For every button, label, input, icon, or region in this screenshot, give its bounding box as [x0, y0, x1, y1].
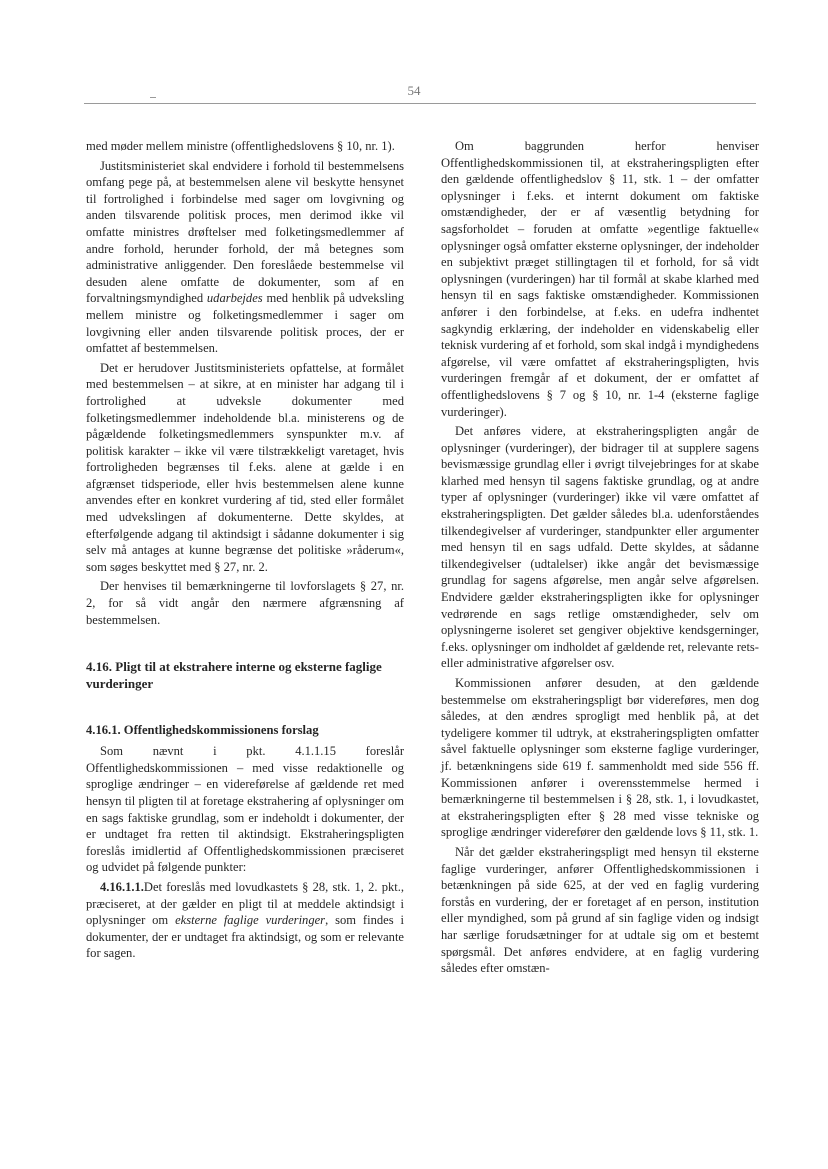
paragraph-further: Det anføres videre, at ekstraheringspligten angår de oplysninger (vurderinger), der bidrager til at supplere sagens bevismæssige grundlag eller i øvrigt tilvejebringes for at skabe klarhed med hensyn til sagens faktiske grundlag, og at andre typer af oplysninger (vurderinger) ikke vil være omfattet af ekstraheringspligten. Det gælder således bl.a. udenforståendes tilkendegivelser af vurderinger, standpunkter eller argumenter med hensyn til en sags udfald. Dette skyldes, at sådanne tilkendegivelser (udtalelser) ikke angår det bevismæssige grundlag for sagens afgørelse, men angår selve afgørelsen. Endvidere gælder ekstraheringspligten ikke for oplysninger vedrørende en sags retlige omstændigheder, selv om oplysningerne isoleret set gengiver objektive kendsgerninger, f.eks. oplysninger om indholdet af gældende ret, relevante rets- eller administrative afgørelser osv. — [441, 424, 759, 671]
paragraph-reference: Der henvises til bemærkningerne til lovforslagets § 27, nr. 2, for så vidt angår den nærmere afgrænsning af bestemmelsen. — [86, 579, 404, 627]
page-number: 54 — [407, 83, 421, 98]
paragraph-commission-notes: Kommissionen anfører desuden, at den gældende bestemmelse om ekstraheringspligt bør videreføres, men dog således, at den ændres sprogligt med henblik på, at det tydeligere kommer til udtryk, at ekstraheringspligten omfatter såvel faktuelle oplysninger som eksterne faglige vurderinger, jf. betænkningens side 619 f. sammenholdt med side 556 ff. Kommissionen anfører i overensstemmelse hermed i bemærkningerne til bestemmelsen i § 28, stk. 1, i lovudkastet, at ekstraheringspligten efter § 28 med visse tekniske og sproglige ændringer viderefører den gældende lovs § 11, stk. 1. — [441, 676, 759, 840]
paragraph-commission-proposal: Som nævnt i pkt. 4.1.1.15 foreslår Offentlighedskommissionen – med visse redaktionelle og sproglige ændringer – en videreførelse af gældende ret med hensyn til pligten til at foretage ekstrahering af oplysninger om en sags faktiske grundlag, som er indeholdt i dokumenter, der er undtaget fra retten til aktindsigt. Ekstraheringspligten foreslås imidlertid af Offentlighedskommissionen præciseret og udvidet på følgende punkter: — [86, 744, 404, 875]
emphasis-eksterne: eksterne faglige vurderinger — [175, 913, 326, 928]
paragraph-numbered-point: 4.16.1.1.Det foreslås med lovudkastets § 28, stk. 1, 2. pkt., præciseret, at der gælder en pligt til at meddele aktindsigt i oplysninger om eksterne faglige vurderinger, som findes i dokumenter, der er undtaget fra aktindsigt, og som er relevante for sagen. — [86, 879, 404, 961]
paragraph-faglige-vurderinger: Når det gælder ekstraheringspligt med hensyn til eksterne faglige vurderinger, anfører Offentlighedskommissionen i betænkningen på side 625, at der ved en faglig vurdering forstås en vurdering, der er foretaget af en person, institution eller myndighed, som på grund af sin faglige viden og indsigt har særlige forudsætninger for at udtale sig om et bestemt spørgsmål. Det anføres endvidere, at en faglig vurdering således efter omstæn- — [441, 844, 759, 976]
emphasis-udarbejdes: udarbejdes — [206, 291, 263, 306]
section-heading: 4.16. Pligt til at ekstrahere interne og eksterne faglige vurderinger — [86, 659, 382, 692]
paragraph-continuation: med møder mellem ministre (offentlighedslovens § 10, nr. 1). — [86, 139, 395, 153]
paragraph-scope: Justitsministeriet skal endvidere i forhold til bestemmelsens omfang pege på, at bestemmelsen alene vil beskytte hensynet til fortrolighed i forbindelse med sager om lovgivning og anden tilsvarende politisk proces, men derimod ikke vil omfatte ministres drøftelser med folketingsmedlemmer af andre forhold, herunder forhold, der må betegnes som administrative anliggender. Den foreslåede bestemmelse vil desuden alene omfatte de dokumenter, som af en forvaltningsmyndighed udarbejdes med henblik på udveksling mellem ministre og folketingsmedlemmer i sager om lovgivning eller anden tilsvarende politisk proces, der er omfattet af bestemmelsen. — [86, 158, 404, 356]
left-column — [86, 138, 404, 965]
paragraph-background: Om baggrunden herfor henviser Offentlighedskommissionen til, at ekstraheringspligten efter den gældende offentlighedslov § 11, stk. 1 – der omfatter oplysninger i f.eks. et internt dokument om faktiske omstændigheder, der er af væsentlig betydning for sagsforholdet – foruden at omfatte »egentlige faktuelle« oplysninger også omfatter eksterne oplysninger, der indeholder en subjektivt præget stillingtagen til et forhold, for så vidt oplysningen (vurderingen) har til formål at skabe klarhed med hensyn til en sags faktiske omstændigheder. Kommissionen anfører i den forbindelse, at f.eks. en udefra indhentet sagkyndig erklæring, der indeholder en videnskabelig eller teknisk vurdering af et forhold, som skal indgå i myndighedens afgørelse, vil være omfattet af ekstraheringspligten, hvis vurderingen fremgår af et dokument, der er omfattet af offentlighedslovens § 7 og § 10, nr. 1-4 (eksterne faglige vurderinger). — [441, 139, 759, 419]
header-rule — [84, 103, 756, 104]
header-tick — [150, 97, 156, 98]
paragraph-purpose: Det er herudover Justitsministeriets opfattelse, at formålet med bestemmelsen – at sikre, at en minister har adgang til i fortrolighed at udveksle dokumenter med folketingsmedlemmer indeholdende bl.a. ministerens og de pågældende folketingsmedlemmers synspunkter m.v. af politisk karakter – ikke vil være tilstrækkeligt varetaget, hvis fortroligheden begrænses til f.eks. alene at gælde i en afgrænset tidsperiode, eller hvis bestemmelsen alene kunne anvendes efter en konkret vurdering af tid, sted eller formålet med udvekslingen af dokumenterne. Dette skyldes, at efterfølgende adgang til aktindsigt i sådanne dokumenter i sig selv må antages at kunne begrænse det politiske »råderum«, som søges beskyttet med § 27, nr. 2. — [86, 360, 404, 574]
right-column — [441, 138, 759, 980]
subsection-heading: 4.16.1. Offentlighedskommissionens forslag — [86, 723, 319, 738]
paragraph-number: 4.16.1.1. — [100, 879, 144, 894]
